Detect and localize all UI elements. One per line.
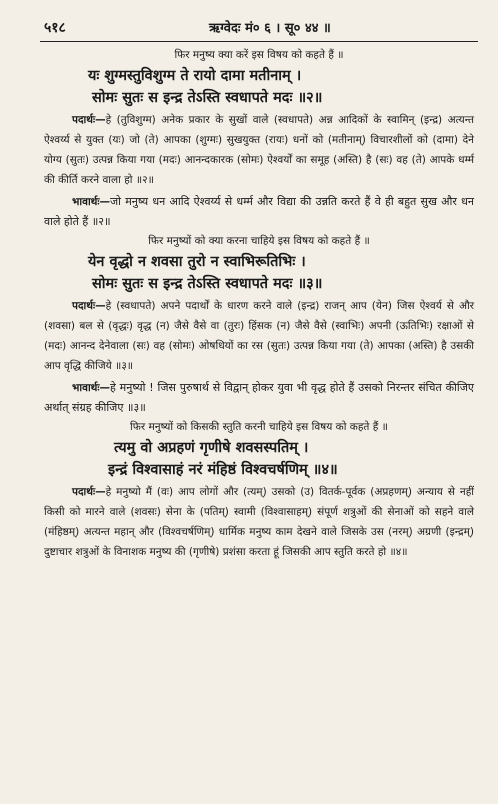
- verse-section-2: [44, 48, 474, 232]
- page-header: [44, 18, 474, 37]
- bhavarth-label: भावार्थः—: [72, 196, 110, 208]
- padarth-label: पदार्थः—: [72, 486, 106, 498]
- section-intro: फिर मनुष्य क्या करें इस विषय को कहते हैं ॥: [174, 49, 344, 61]
- section-intro: फिर मनुष्यों को क्या करना चाहिये इस विषय को कहते हैं ॥: [148, 235, 370, 247]
- padarth-text: हे (स्वधापते) अपने पदार्थों के धारण करने वाले (इन्द्र) राजन् आप (येन) जिस ऐश्वर्य से और (शवसा) बल से (वृद्धः) वृद्ध (न) जैसे वैसे वा (तुरः) हिंसक (न) जैसे वैसे (स्वाभिः) अपनी (ऊतिभिः) रक्षाओं से (मदः) आनन्द देनेवाला (सः) वह (सोमः) ओषधियों का रस (सुतः) उत्पन्न किया गया (ते) आपका (अस्ति) है उसकी आप वृद्धि कीजिये ॥३॥: [44, 300, 474, 372]
- mantra-line: सोमः सुतः स इन्द्र तेऽस्ति स्वधापते मदः ॥२॥: [92, 89, 323, 106]
- page-number: ५१८: [44, 20, 66, 36]
- bhavarth-paragraph: [44, 378, 474, 418]
- verse-section-3: [44, 234, 474, 418]
- mantra-line: सोमः सुतः स इन्द्र तेऽस्ति स्वधापते मदः ॥३॥: [92, 275, 323, 292]
- padarth-label: पदार्थः—: [72, 114, 106, 126]
- padarth-paragraph: [44, 482, 474, 562]
- header-rule: [40, 41, 478, 42]
- bhavarth-text: हे मनुष्यो ! जिस पुरुषार्थ से विद्वान् होकर युवा भी वृद्ध होते हैं उसको निरन्तर संचित कीजिए अर्थात् संग्रह कीजिए ॥३॥: [44, 381, 474, 414]
- padarth-label: पदार्थः—: [72, 300, 106, 312]
- mantra-line: यः शुग्मस्तुविशुग्म ते रायो दामा मतीनाम् ।: [88, 67, 302, 84]
- padarth-paragraph: [44, 110, 474, 190]
- padarth-text: हे मनुष्यो मैं (वः) आप लोगों और (त्यम्) उसको (उ) वितर्क-पूर्वक (अप्रहणम्) अन्याय से नहीं किसी को मारने वाले (शवसः) सेना के (पतिम्) स्वामी (विश्वासाहम्) संपूर्ण शत्रुओं की सेनाओं को सहने वाले (मंहिष्ठम्) अत्यन्त महान् और (विश्वचर्षणिम्) धार्मिक मनुष्य काम देखने वाले जिसके उस (नरम्) अग्रणी (इन्द्रम्) दुष्टाचार शत्रुओं के विनाशक मनुष्य की (गृणीषे) प्रशंसा करता हूं जिसकी आप स्तुति करते हो ॥४॥: [44, 486, 474, 558]
- verse-section-4: [44, 420, 474, 562]
- bhavarth-label: भावार्थः—: [72, 382, 110, 394]
- bhavarth-text: जो मनुष्य धन आदि ऐश्वर्य्य से धर्म्म और विद्या की उन्नति करते हैं वे ही बहुत सुख और धन वाले होते हैं ॥२॥: [44, 195, 474, 228]
- mantra-line: इन्द्रं विश्वासाहं नरं मंहिष्ठं विश्वचर्षणिम् ॥४॥: [108, 461, 338, 478]
- mantra-line: येन वृद्धो न शवसा तुरो न स्वाभिरूतिभिः ।: [88, 253, 306, 270]
- bhavarth-paragraph: [44, 192, 474, 232]
- running-title: ऋग्वेदः मं० ६ । सू० ४४ ॥: [209, 21, 331, 36]
- section-intro: फिर मनुष्यों को किसकी स्तुति करनी चाहिये इस विषय को कहते हैं ॥: [130, 421, 388, 433]
- padarth-paragraph: [44, 296, 474, 376]
- mantra-line: त्यमु वो अप्रहणं गृणीषे शवसस्पतिम् ।: [114, 439, 309, 456]
- padarth-text: हे (तुविशुग्म) अनेक प्रकार के सुखों वाले (स्वधापते) अन्न आदिकों के स्वामिन् (इन्द्र) अत्यन्त ऐश्वर्य्य से युक्त (यः) जो (ते) आपका (शुग्मः) सुखयुक्त (रायः) धनों को (मतीनाम्) विचारशीलों को (दामा) देने योग्य (सुतः) उत्पन्न किया गया (मदः) आनन्दकारक (सोमः) ऐश्वर्यों का समूह (अस्ति) है (सः) वह (ते) आपके धर्म्म की कीर्ति करने वाला हो ॥२॥: [44, 114, 474, 186]
